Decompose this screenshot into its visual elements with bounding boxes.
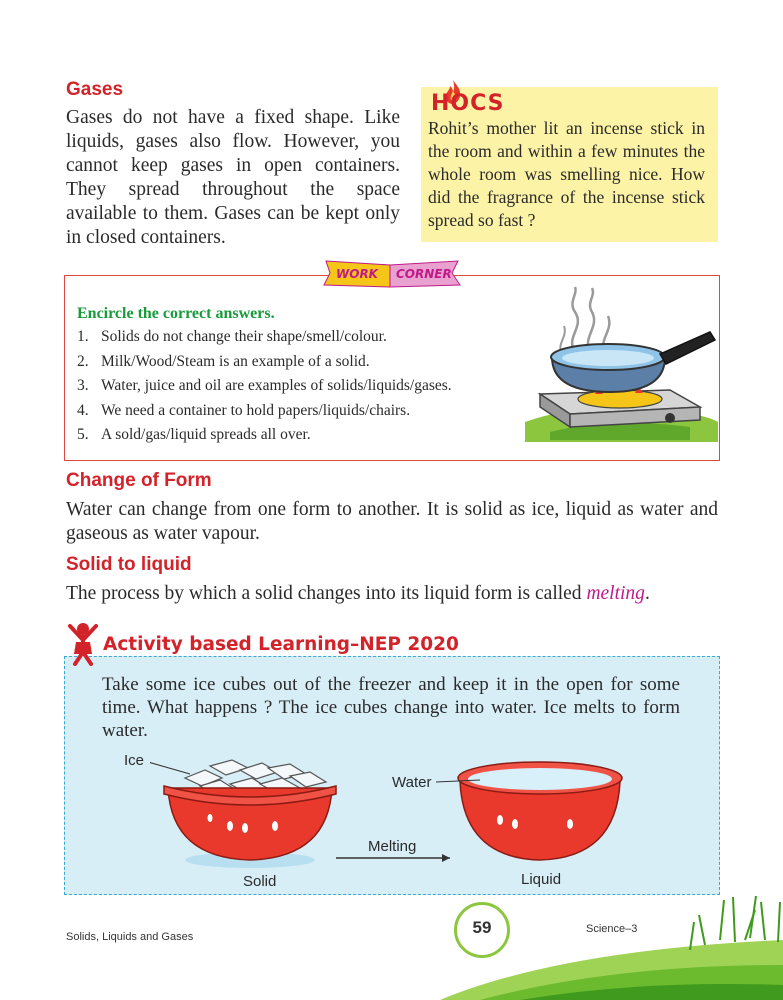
list-item: 5. A sold/gas/liquid spreads all over. [77, 426, 311, 443]
subject-label: Science–3 [586, 923, 638, 935]
ice-label: Ice [124, 752, 145, 769]
list-item: 4. We need a container to hold papers/liquids/chairs. [77, 401, 411, 419]
melting-label: Melting [368, 838, 417, 855]
work-corner-box [64, 275, 720, 461]
activity-paragraph: Take some ice cubes out of the freezer and keep it in the open for some time. What happens ? The ice cubes change into water. Ice melts to form water. [102, 674, 680, 741]
stove-pan-illustration [520, 282, 720, 454]
chapter-label: Solids, Liquids and Gases [66, 931, 194, 943]
hocs-title: HOCS [431, 91, 505, 116]
solid-to-liquid-heading: Solid to liquid [66, 554, 192, 575]
work-corner-list [77, 325, 547, 448]
hocs-box [421, 87, 718, 242]
list-item: 3. Water, juice and oil are examples of solids/liquids/gases. [77, 377, 452, 394]
hocs-question: Rohit’s mother lit an incense stick in the room and within a few minutes the whole room was smelling nice. How did the fragrance of the incense stick spread so fast ? [428, 118, 705, 230]
solid-to-liquid-paragraph: The process by which a solid changes into its liquid form is called melting. [66, 583, 650, 604]
corner-badge-text: CORNER [396, 267, 452, 281]
work-corner-badge [322, 259, 462, 291]
solid-label: Solid [243, 873, 277, 890]
melting-term: melting [586, 583, 645, 604]
work-badge-text: WORK [336, 267, 378, 281]
gases-heading: Gases [66, 79, 124, 100]
list-item: 2. Milk/Wood/Steam is an example of a solid. [77, 352, 370, 370]
work-corner-instruction: Encircle the correct answers. [77, 305, 275, 322]
change-of-form-heading: Change of Form [66, 470, 212, 491]
change-of-form-paragraph: Water can change from one form to another. It is solid as ice, liquid as water and gaseous as water vapour. [66, 499, 718, 544]
gases-paragraph: Gases do not have a fixed shape. Like liquids, gases also flow. However, you cannot keep gases in open containers. They spread throughout the space available to them. Gases can be kept only in closed containers. [66, 107, 400, 248]
activity-title: Activity based Learning–NEP 2020 [103, 634, 459, 655]
list-item: 1. Solids do not change their shape/smell/colour. [77, 328, 387, 345]
ice-melting-illustration [150, 748, 630, 888]
page-number: 59 [472, 918, 492, 937]
child-activity-icon [66, 620, 100, 666]
liquid-label: Liquid [521, 871, 562, 888]
water-label: Water [392, 774, 432, 791]
